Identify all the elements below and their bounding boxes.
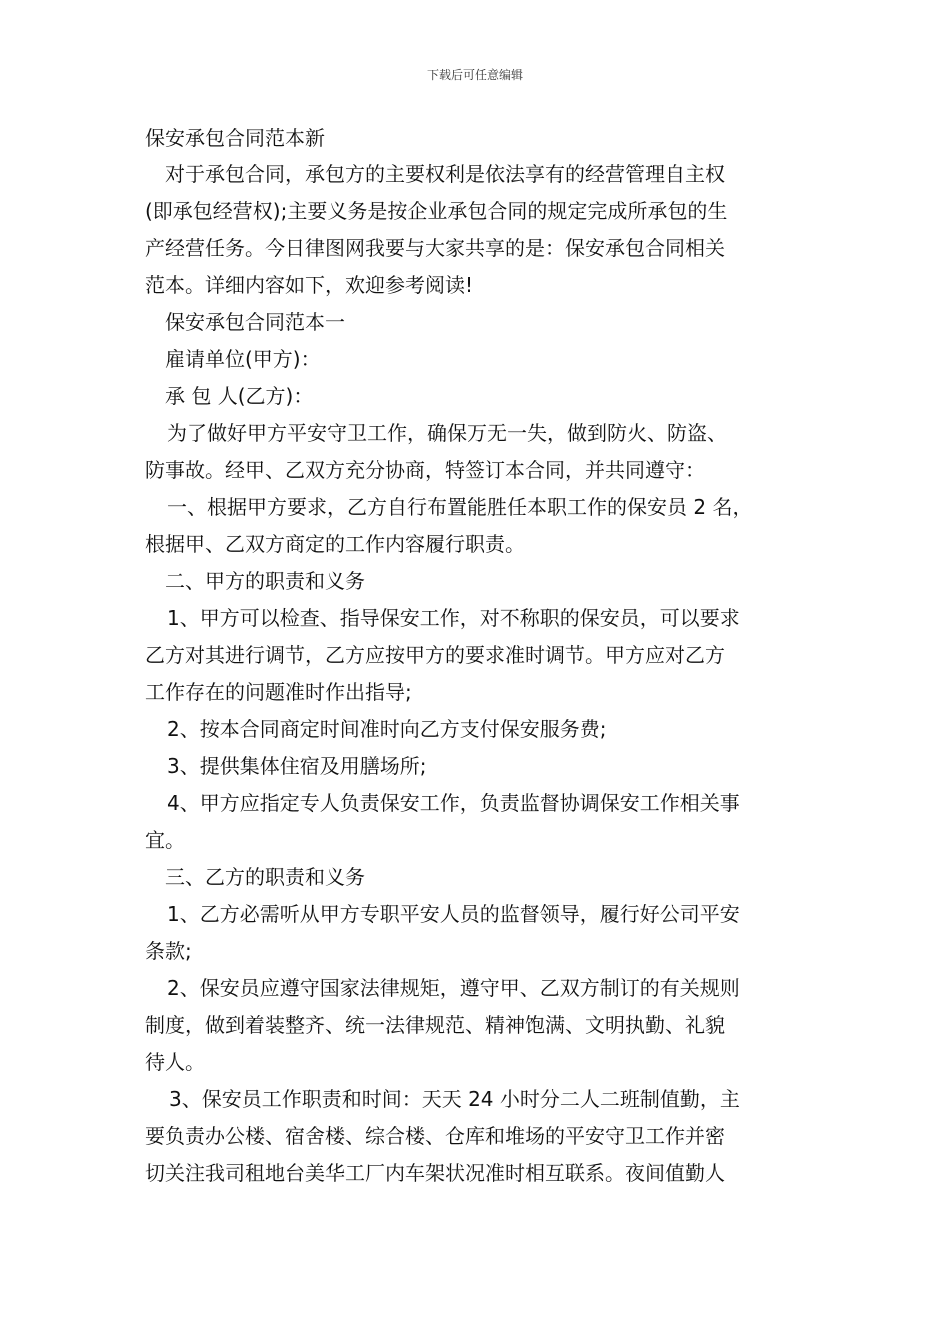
intro-line: 范本。详细内容如下，欢迎参考阅读! <box>145 273 474 297</box>
clause-heading: 三、乙方的职责和义务 <box>165 865 365 889</box>
section-heading: 保安承包合同范本一 <box>165 310 345 334</box>
clause-line: 宜。 <box>145 828 185 852</box>
clause-line: 3、提供集体住宿及用膳场所; <box>167 754 427 778</box>
document-body <box>145 120 810 1192</box>
employer-label: 雇请单位(甲方)： <box>165 347 321 371</box>
clause-line: 根据甲、乙双方商定的工作内容履行职责。 <box>145 532 525 556</box>
preface-line: 防事故。经甲、乙双方充分协商，特签订本合同，并共同遵守： <box>145 458 705 482</box>
clause-line: 2、保安员应遵守国家法律规矩，遵守甲、乙双方制订的有关规则 <box>167 976 740 1000</box>
clause-line: 切关注我司租地台美华工厂内车架状况准时相互联系。夜间值勤人 <box>145 1161 725 1185</box>
intro-line: (即承包经营权);主要义务是按企业承包合同的规定完成所承包的生 <box>145 199 728 223</box>
clause-heading: 二、甲方的职责和义务 <box>165 569 365 593</box>
clause-line: 条款; <box>145 939 192 963</box>
clause-line: 工作存在的问题准时作出指导; <box>145 680 412 704</box>
clause-line: 1、乙方必需听从甲方专职平安人员的监督领导，履行好公司平安 <box>167 902 740 926</box>
clause-line: 3、保安员工作职责和时间：天天 24 小时分二人二班制值勤，主 <box>169 1087 740 1111</box>
intro-line: 产经营任务。今日律图网我要与大家共享的是：保安承包合同相关 <box>145 236 725 260</box>
document-title: 保安承包合同范本新 <box>145 126 325 150</box>
clause-line: 要负责办公楼、宿舍楼、综合楼、仓库和堆场的平安守卫工作并密 <box>145 1124 725 1148</box>
clause-line: 2、按本合同商定时间准时向乙方支付保安服务费; <box>167 717 607 741</box>
intro-line: 对于承包合同，承包方的主要权利是依法享有的经营管理自主权 <box>165 162 725 186</box>
clause-line: 1、甲方可以检查、指导保安工作，对不称职的保安员，可以要求 <box>167 606 740 630</box>
clause-line: 待人。 <box>145 1050 205 1074</box>
preface-line: 为了做好甲方平安守卫工作，确保万无一失，做到防火、防盗、 <box>167 421 727 445</box>
clause-line: 一、根据甲方要求，乙方自行布置能胜任本职工作的保安员 2 名， <box>167 495 753 519</box>
clause-line: 4、甲方应指定专人负责保安工作，负责监督协调保安工作相关事 <box>167 791 740 815</box>
contractor-label: 承 包 人(乙方)： <box>165 384 314 408</box>
page-header: 下载后可任意编辑 <box>426 68 523 82</box>
clause-line: 乙方对其进行调节，乙方应按甲方的要求准时调节。甲方应对乙方 <box>145 643 725 667</box>
clause-line: 制度，做到着装整齐、统一法律规范、精神饱满、文明执勤、礼貌 <box>145 1013 725 1037</box>
